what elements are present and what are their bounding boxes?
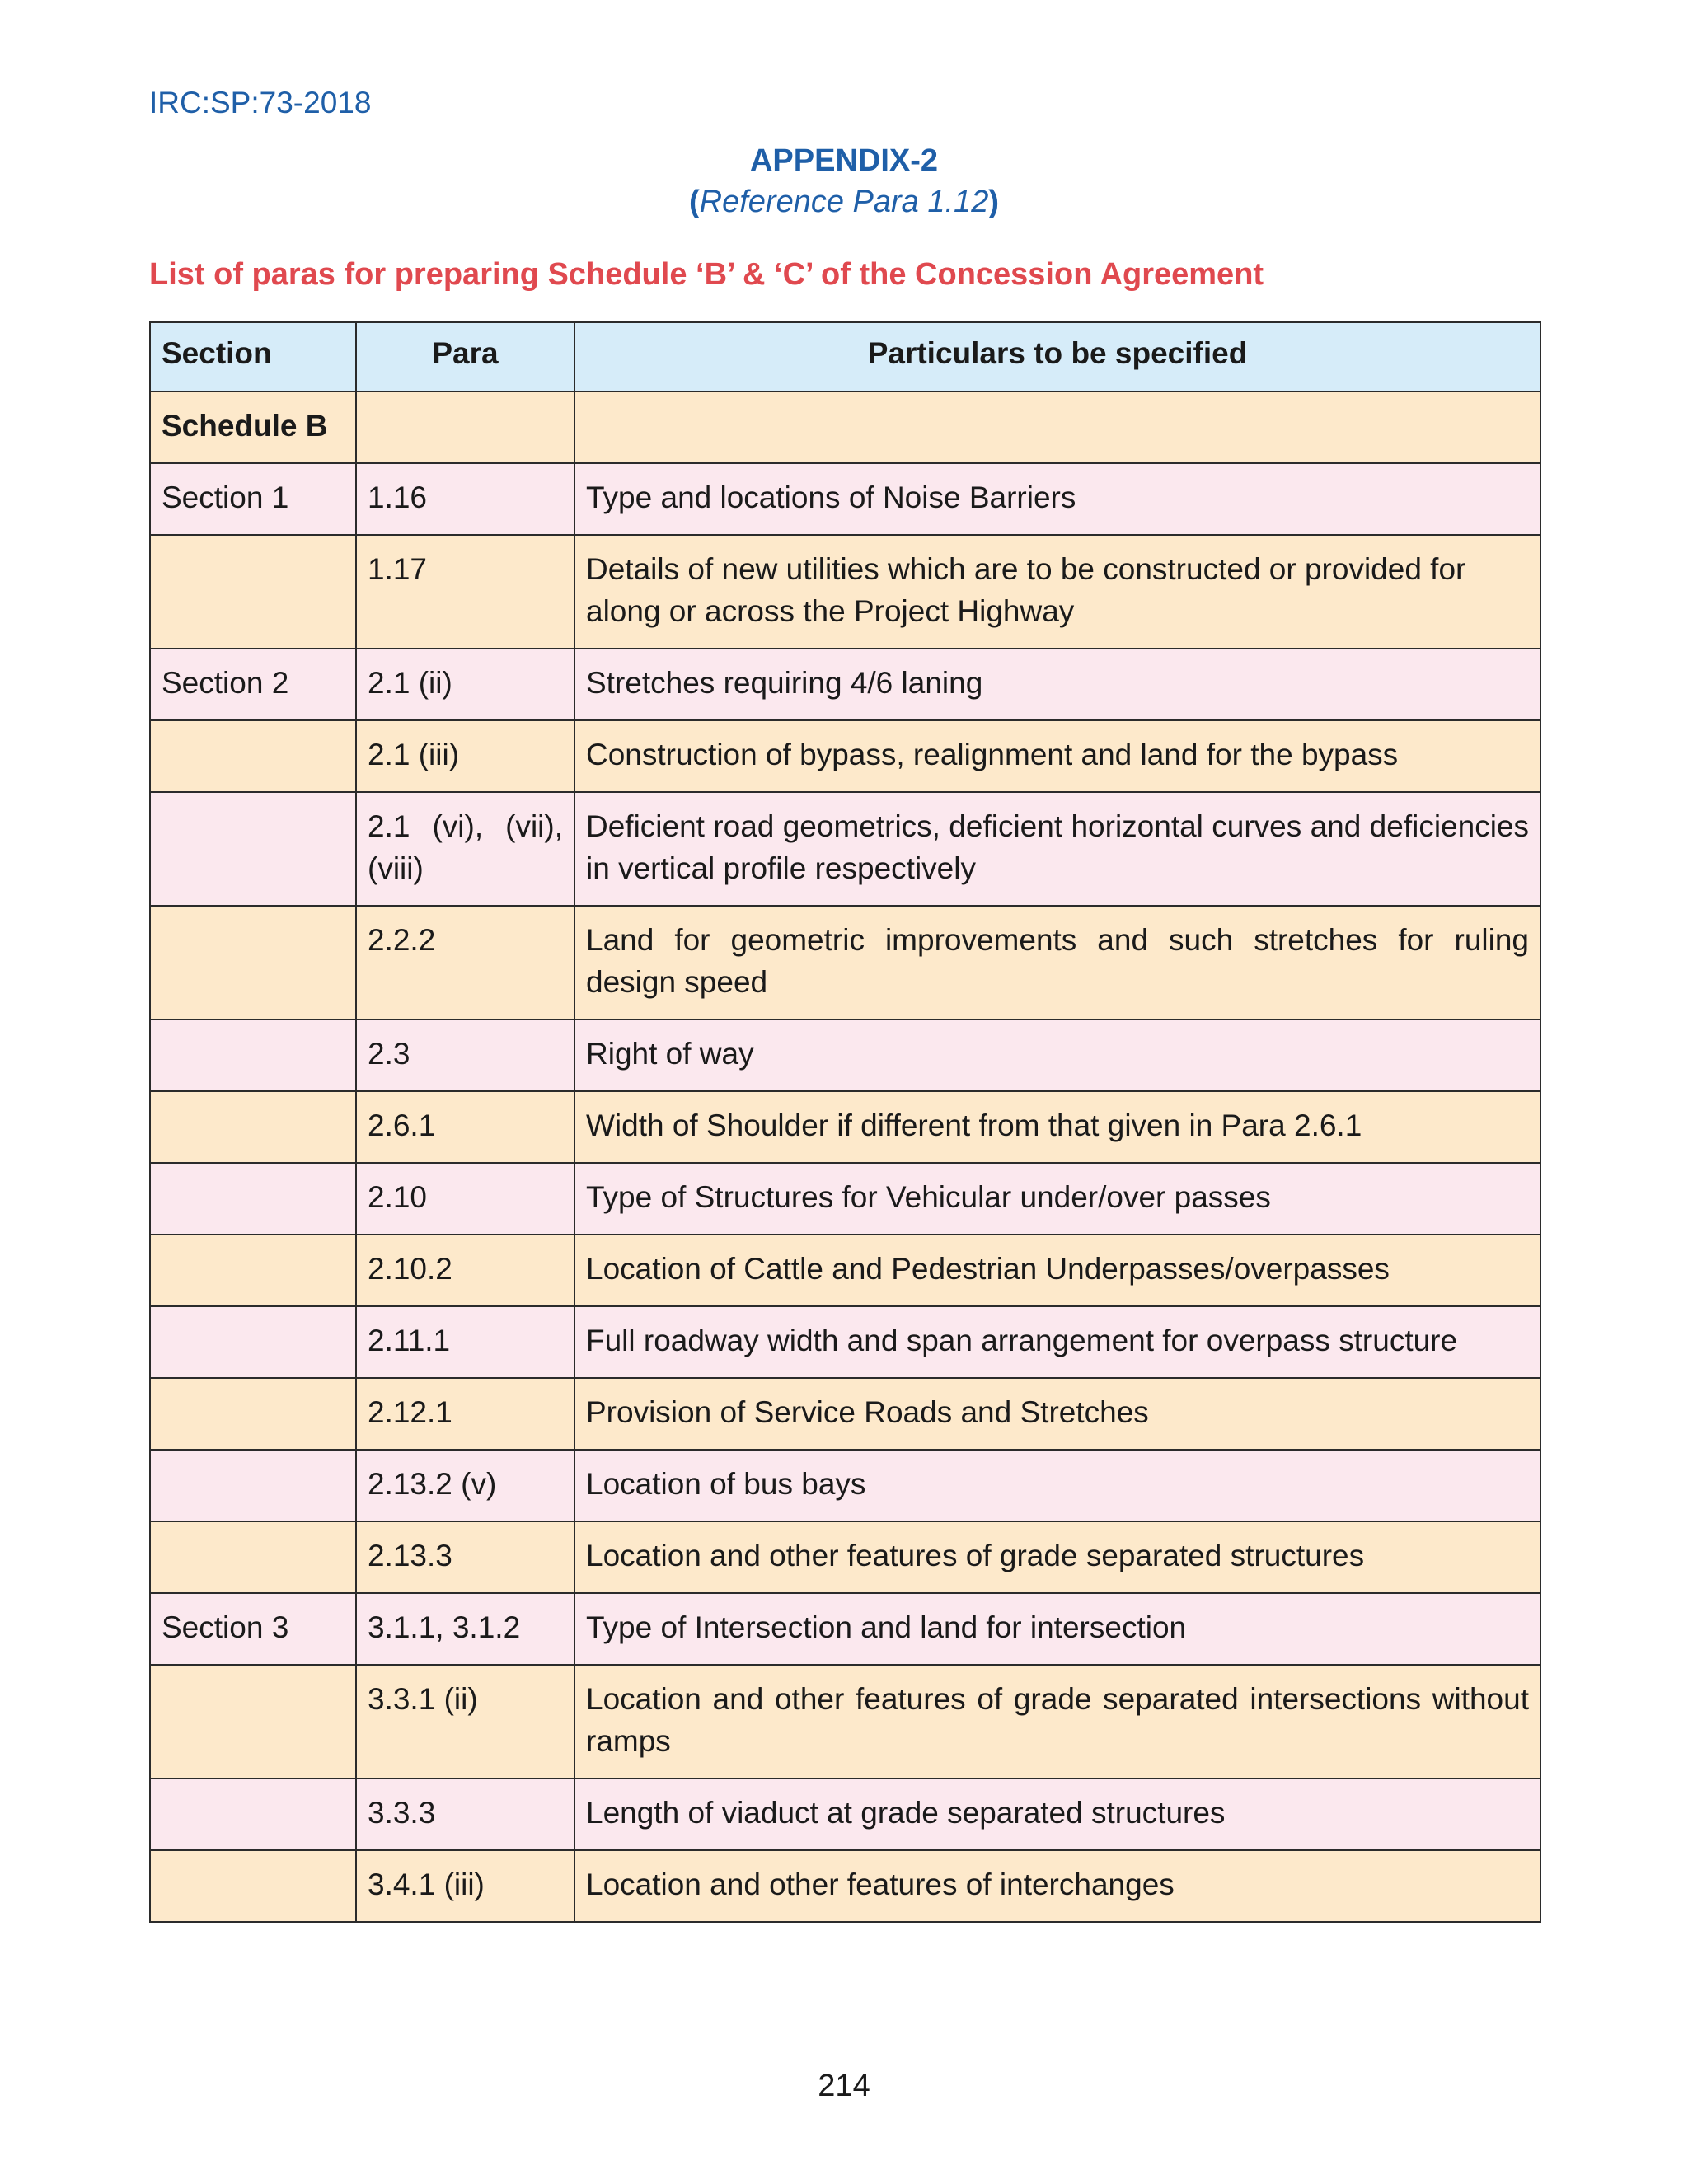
schedule-paras-table	[149, 321, 1541, 1923]
cell-particulars: Location of bus bays	[574, 1450, 1540, 1521]
cell-section	[150, 1521, 356, 1593]
cell-particulars: Deficient road geometrics, deficient horizontal curves and deficiencies in vertical profile respectively	[574, 792, 1540, 906]
table-row	[150, 535, 1540, 649]
cell-particulars: Land for geometric improvements and such stretches for ruling design speed	[574, 906, 1540, 1019]
table-row	[150, 1779, 1540, 1850]
cell-para: 2.12.1	[356, 1378, 574, 1450]
table-row	[150, 1306, 1540, 1378]
list-heading: List of paras for preparing Schedule ‘B’ & ‘C’ of the Concession Agreement	[149, 257, 1264, 292]
table-row	[150, 1593, 1540, 1665]
cell-section: Section 1	[150, 463, 356, 535]
table-row	[150, 463, 1540, 535]
cell-particulars: Details of new utilities which are to be constructed or provided for along or across the Project Highway	[574, 535, 1540, 649]
cell-section	[150, 720, 356, 792]
cell-para: 1.17	[356, 535, 574, 649]
reference-close-paren: )	[988, 185, 999, 219]
table-row	[150, 1450, 1540, 1521]
cell-section	[150, 535, 356, 649]
cell-particulars: Type of Intersection and land for intersection	[574, 1593, 1540, 1665]
cell-para: 3.3.3	[356, 1779, 574, 1850]
table-row	[150, 792, 1540, 906]
cell-para: 2.13.2 (v)	[356, 1450, 574, 1521]
column-header-section: Section	[150, 322, 356, 391]
reference-text: Reference Para 1.12	[699, 185, 989, 219]
cell-particulars: Type of Structures for Vehicular under/over passes	[574, 1163, 1540, 1235]
page-number: 214	[818, 2069, 870, 2103]
cell-section: Schedule B	[150, 391, 356, 463]
table-row	[150, 1850, 1540, 1922]
cell-section	[150, 1378, 356, 1450]
table-row	[150, 1235, 1540, 1306]
appendix-title: APPENDIX-2	[749, 143, 939, 178]
cell-para: 3.1.1, 3.1.2	[356, 1593, 574, 1665]
column-header-particulars: Particulars to be specified	[574, 322, 1540, 391]
appendix-reference	[0, 185, 1688, 220]
cell-particulars: Width of Shoulder if different from that given in Para 2.6.1	[574, 1091, 1540, 1163]
cell-section	[150, 1091, 356, 1163]
cell-section	[150, 1163, 356, 1235]
table-header-row	[150, 322, 1540, 391]
document-code: IRC:SP:73-2018	[149, 86, 372, 120]
table-row	[150, 649, 1540, 720]
table-row	[150, 906, 1540, 1019]
cell-section	[150, 792, 356, 906]
cell-para: 2.1 (iii)	[356, 720, 574, 792]
table-row	[150, 1091, 1540, 1163]
cell-particulars: Location and other features of grade separated structures	[574, 1521, 1540, 1593]
cell-section: Section 2	[150, 649, 356, 720]
cell-particulars: Provision of Service Roads and Stretches	[574, 1378, 1540, 1450]
cell-para: 3.3.1 (ii)	[356, 1665, 574, 1779]
table-row	[150, 1378, 1540, 1450]
cell-section	[150, 906, 356, 1019]
cell-particulars: Full roadway width and span arrangement for overpass structure	[574, 1306, 1540, 1378]
column-header-para: Para	[356, 322, 574, 391]
cell-particulars: Right of way	[574, 1019, 1540, 1091]
cell-para: 2.13.3	[356, 1521, 574, 1593]
cell-para	[356, 391, 574, 463]
table-row	[150, 1019, 1540, 1091]
table-row	[150, 1163, 1540, 1235]
cell-para: 2.11.1	[356, 1306, 574, 1378]
cell-para: 2.10	[356, 1163, 574, 1235]
cell-section	[150, 1019, 356, 1091]
cell-particulars: Location of Cattle and Pedestrian Underpasses/overpasses	[574, 1235, 1540, 1306]
cell-section	[150, 1850, 356, 1922]
cell-particulars: Location and other features of grade separated intersections without ramps	[574, 1665, 1540, 1779]
cell-para: 2.1 (ii)	[356, 649, 574, 720]
table-row	[150, 391, 1540, 463]
cell-particulars	[574, 391, 1540, 463]
cell-particulars: Length of viaduct at grade separated structures	[574, 1779, 1540, 1850]
table-row	[150, 1665, 1540, 1779]
cell-section	[150, 1665, 356, 1779]
cell-para: 2.10.2	[356, 1235, 574, 1306]
cell-para: 2.6.1	[356, 1091, 574, 1163]
cell-particulars: Type and locations of Noise Barriers	[574, 463, 1540, 535]
cell-para: 2.2.2	[356, 906, 574, 1019]
cell-section	[150, 1450, 356, 1521]
table-row	[150, 720, 1540, 792]
cell-para: 2.1 (vi), (vii), (viii)	[356, 792, 574, 906]
cell-section	[150, 1306, 356, 1378]
table-row	[150, 1521, 1540, 1593]
cell-particulars: Location and other features of interchanges	[574, 1850, 1540, 1922]
cell-para: 3.4.1 (iii)	[356, 1850, 574, 1922]
cell-particulars: Construction of bypass, realignment and land for the bypass	[574, 720, 1540, 792]
cell-para: 2.3	[356, 1019, 574, 1091]
cell-section: Section 3	[150, 1593, 356, 1665]
cell-section	[150, 1779, 356, 1850]
reference-open-paren: (	[689, 185, 700, 219]
cell-section	[150, 1235, 356, 1306]
cell-para: 1.16	[356, 463, 574, 535]
cell-particulars: Stretches requiring 4/6 laning	[574, 649, 1540, 720]
